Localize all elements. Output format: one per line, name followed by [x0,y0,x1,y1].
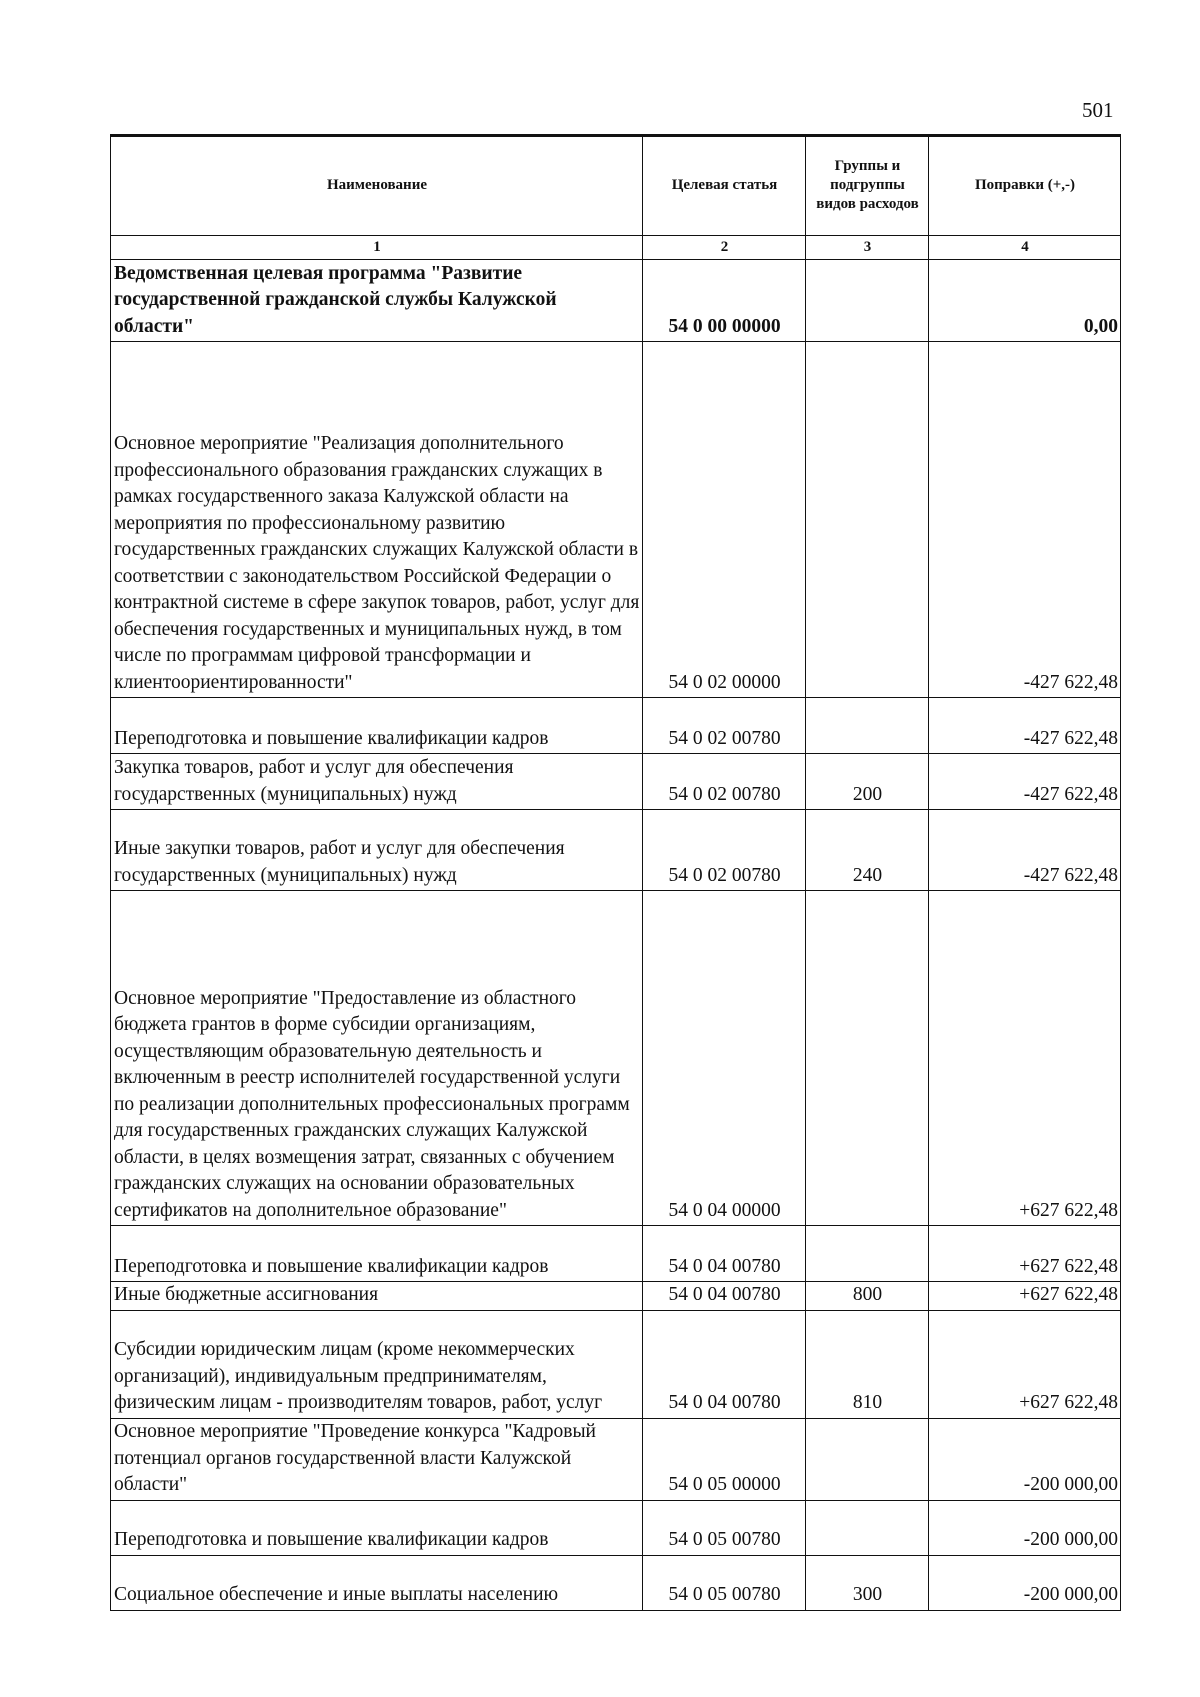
table-row [111,1500,1121,1555]
row-code: 54 0 02 00000 [643,342,806,698]
row-amount: +627 622,48 [929,1226,1121,1282]
row-amount: -200 000,00 [929,1418,1121,1500]
row-name: Иные закупки товаров, работ и услуг для обеспечения государственных (муниципальных) нужд [111,810,643,891]
row-amount: -427 622,48 [929,342,1121,698]
row-amount: +627 622,48 [929,891,1121,1226]
table-row [111,891,1121,1226]
row-amount: +627 622,48 [929,1310,1121,1418]
row-amount: -427 622,48 [929,698,1121,754]
table-row [111,260,1121,342]
row-group [806,342,929,698]
row-group [806,1500,929,1555]
row-group [806,891,929,1226]
row-name: Переподготовка и повышение квалификации кадров [111,698,643,754]
budget-amendments-table [110,134,1121,1611]
row-name: Иные бюджетные ассигнования [111,1282,643,1311]
row-name: Социальное обеспечение и иные выплаты населению [111,1555,643,1610]
header-expense-groups: Группы и подгруппы видов расходов [806,136,929,236]
row-name: Переподготовка и повышение квалификации кадров [111,1226,643,1282]
row-group [806,1226,929,1282]
row-code: 54 0 05 00780 [643,1500,806,1555]
row-amount: -427 622,48 [929,810,1121,891]
row-code: 54 0 04 00780 [643,1282,806,1311]
row-name: Основное мероприятие "Реализация дополнительного профессионального образования гражданских служащих в рамках государственного заказа Калужской области на мероприятия по профессиональному развитию государственных гражданских служащих Калужской области в соответствии с законодательством Российской Федерации о контрактной системе в сфере закупок товаров, работ, услуг для обеспечения государственных и муниципальных нужд, в том числе по программам цифровой трансформации и клиентоориентированности" [111,342,643,698]
table-row [111,1310,1121,1418]
header-name: Наименование [111,136,643,236]
row-code: 54 0 04 00780 [643,1310,806,1418]
row-group: 240 [806,810,929,891]
row-group: 300 [806,1555,929,1610]
table-row [111,810,1121,891]
row-code: 54 0 04 00000 [643,891,806,1226]
row-code: 54 0 02 00780 [643,698,806,754]
row-name: Закупка товаров, работ и услуг для обеспечения государственных (муниципальных) нужд [111,754,643,810]
row-amount: +627 622,48 [929,1282,1121,1311]
column-number: 4 [929,236,1121,260]
row-name: Субсидии юридическим лицам (кроме некоммерческих организаций), индивидуальным предпринимателям, физическим лицам - производителям товаров, работ, услуг [111,1310,643,1418]
row-group: 200 [806,754,929,810]
row-code: 54 0 00 00000 [643,260,806,342]
row-amount: -200 000,00 [929,1555,1121,1610]
row-amount: 0,00 [929,260,1121,342]
table-row [111,698,1121,754]
column-number: 2 [643,236,806,260]
row-group: 800 [806,1282,929,1311]
column-number: 3 [806,236,929,260]
page-number: 501 [1082,98,1114,122]
table-row [111,1226,1121,1282]
table-row [111,1282,1121,1311]
column-number: 1 [111,236,643,260]
table-row [111,1555,1121,1610]
row-amount: -427 622,48 [929,754,1121,810]
header-target-article: Целевая статья [643,136,806,236]
row-group [806,260,929,342]
row-code: 54 0 04 00780 [643,1226,806,1282]
row-code: 54 0 02 00780 [643,810,806,891]
table-row [111,1418,1121,1500]
row-code: 54 0 02 00780 [643,754,806,810]
row-code: 54 0 05 00780 [643,1555,806,1610]
row-name: Ведомственная целевая программа "Развитие государственной гражданской службы Калужской области" [111,260,643,342]
row-code: 54 0 05 00000 [643,1418,806,1500]
row-group [806,1418,929,1500]
row-amount: -200 000,00 [929,1500,1121,1555]
row-group: 810 [806,1310,929,1418]
header-amendments: Поправки (+,-) [929,136,1121,236]
table-row [111,754,1121,810]
row-name: Основное мероприятие "Предоставление из областного бюджета грантов в форме субсидии организациям, осуществляющим образовательную деятельность и включенным в реестр исполнителей государственной услуги по реализации дополнительных профессиональных программ для государственных гражданских служащих Калужской области, в целях возмещения затрат, связанных с обучением гражданских служащих на основании образовательных сертификатов на дополнительное образование" [111,891,643,1226]
row-group [806,698,929,754]
table-row [111,342,1121,698]
row-name: Основное мероприятие "Проведение конкурса "Кадровый потенциал органов государственной власти Калужской области" [111,1418,643,1500]
row-name: Переподготовка и повышение квалификации кадров [111,1500,643,1555]
